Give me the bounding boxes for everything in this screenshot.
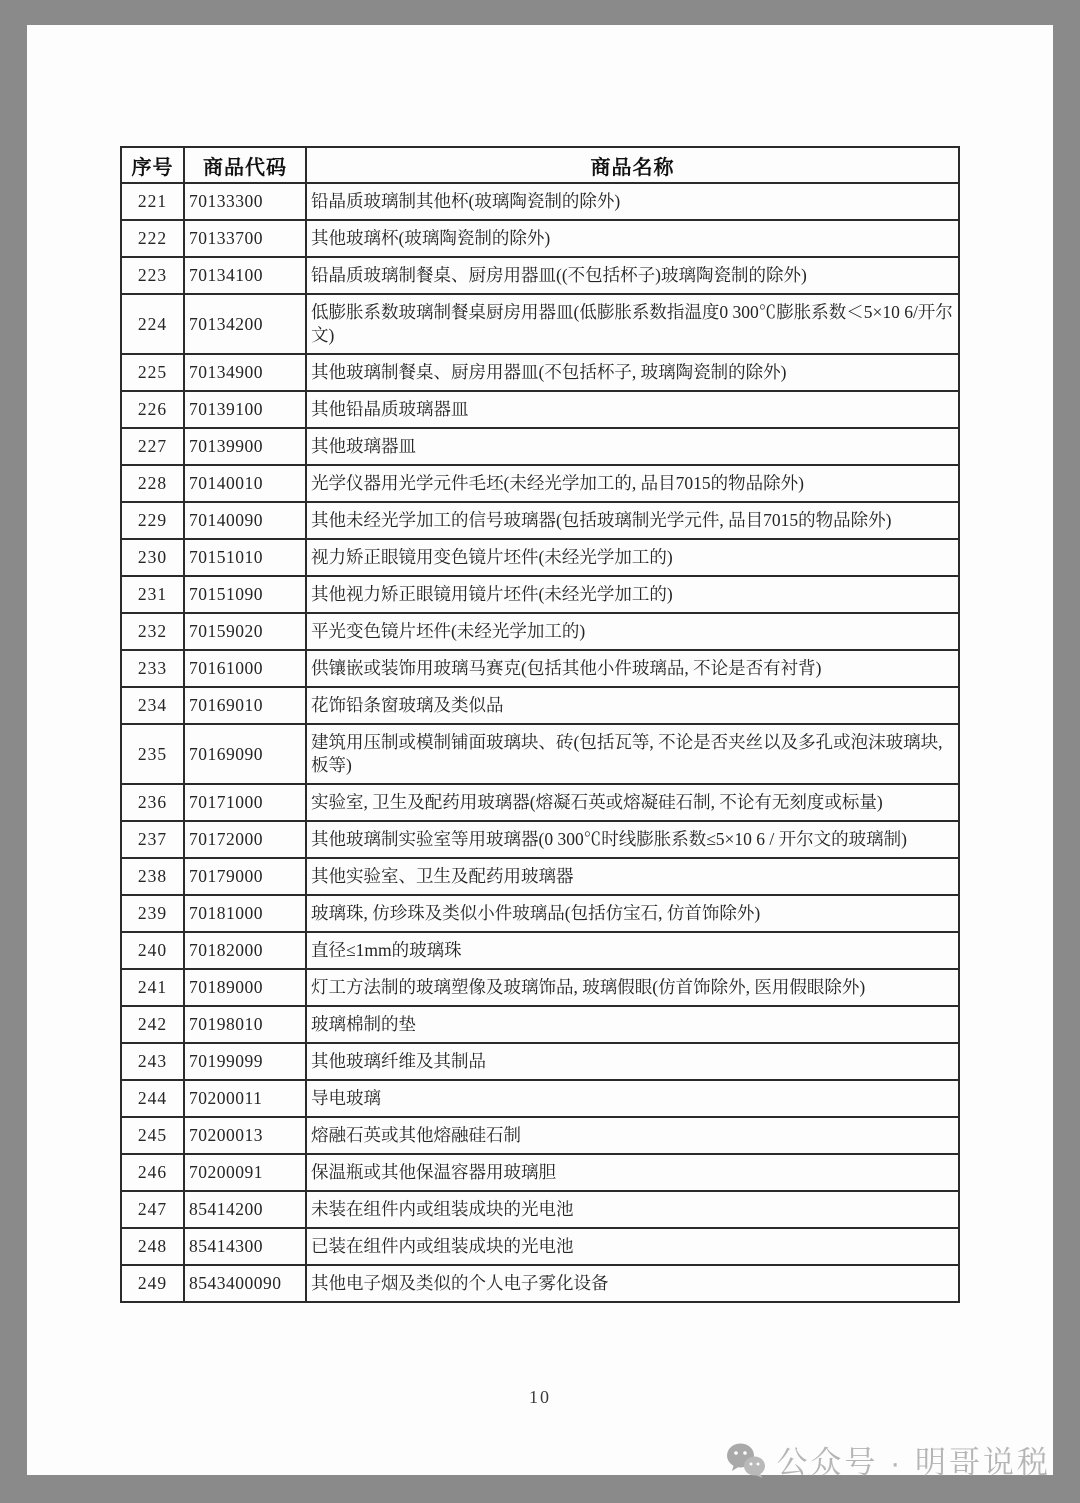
row-seq: 234 (121, 687, 184, 724)
row-seq: 246 (121, 1154, 184, 1191)
table-row (121, 895, 959, 932)
row-name: 平光变色镜片坯件(未经光学加工的) (306, 613, 959, 650)
row-code: 70151010 (184, 539, 306, 576)
row-name: 其他玻璃制实验室等用玻璃器(0 300℃时线膨胀系数≤5×10 6 / 开尔文的玻璃制) (306, 821, 959, 858)
row-name: 其他实验室、卫生及配药用玻璃器 (306, 858, 959, 895)
row-name: 建筑用压制或模制铺面玻璃块、砖(包括瓦等, 不论是否夹丝以及多孔或泡沫玻璃块, 板等) (306, 724, 959, 784)
table-row (121, 465, 959, 502)
row-name: 低膨胀系数玻璃制餐桌厨房用器皿(低膨胀系数指温度0 300℃膨胀系数＜5×10 6/开尔文) (306, 294, 959, 354)
row-name: 未装在组件内或组装成块的光电池 (306, 1191, 959, 1228)
row-code: 70182000 (184, 932, 306, 969)
commodity-table (120, 146, 960, 1303)
watermark (726, 1437, 1051, 1482)
row-code: 70133300 (184, 183, 306, 220)
table-header-row (121, 147, 959, 183)
row-name: 熔融石英或其他熔融硅石制 (306, 1117, 959, 1154)
row-code: 70151090 (184, 576, 306, 613)
row-seq: 230 (121, 539, 184, 576)
row-seq: 228 (121, 465, 184, 502)
table-header (121, 147, 959, 183)
row-name: 铅晶质玻璃制餐桌、厨房用器皿((不包括杯子)玻璃陶瓷制的除外) (306, 257, 959, 294)
row-seq: 240 (121, 932, 184, 969)
table-row (121, 576, 959, 613)
table-row (121, 1080, 959, 1117)
table-row (121, 1117, 959, 1154)
table-row (121, 724, 959, 784)
row-name: 其他玻璃纤维及其制品 (306, 1043, 959, 1080)
row-name: 其他未经光学加工的信号玻璃器(包括玻璃制光学元件, 品目7015的物品除外) (306, 502, 959, 539)
row-code: 70172000 (184, 821, 306, 858)
row-name: 保温瓶或其他保温容器用玻璃胆 (306, 1154, 959, 1191)
row-name: 玻璃珠, 仿珍珠及类似小件玻璃品(包括仿宝石, 仿首饰除外) (306, 895, 959, 932)
table-row (121, 1265, 959, 1302)
row-code: 70198010 (184, 1006, 306, 1043)
row-name: 玻璃棉制的垫 (306, 1006, 959, 1043)
row-code: 8543400090 (184, 1265, 306, 1302)
table-row (121, 1191, 959, 1228)
row-code: 70139100 (184, 391, 306, 428)
row-seq: 225 (121, 354, 184, 391)
table-row (121, 1006, 959, 1043)
page-number: 10 (529, 1387, 551, 1407)
commodity-table-container (120, 146, 958, 1303)
row-seq: 231 (121, 576, 184, 613)
table-row (121, 391, 959, 428)
table-row (121, 220, 959, 257)
row-seq: 237 (121, 821, 184, 858)
row-code: 70133700 (184, 220, 306, 257)
row-name: 其他视力矫正眼镜用镜片坯件(未经光学加工的) (306, 576, 959, 613)
row-seq: 227 (121, 428, 184, 465)
row-name: 灯工方法制的玻璃塑像及玻璃饰品, 玻璃假眼(仿首饰除外, 医用假眼除外) (306, 969, 959, 1006)
wechat-icon (726, 1442, 766, 1478)
row-code: 85414200 (184, 1191, 306, 1228)
header-name: 商品名称 (306, 147, 959, 183)
row-seq: 226 (121, 391, 184, 428)
row-seq: 233 (121, 650, 184, 687)
table-row (121, 257, 959, 294)
header-seq: 序号 (121, 147, 184, 183)
table-row (121, 354, 959, 391)
row-code: 70200013 (184, 1117, 306, 1154)
row-name: 光学仪器用光学元件毛坯(未经光学加工的, 品目7015的物品除外) (306, 465, 959, 502)
table-row (121, 183, 959, 220)
row-code: 70181000 (184, 895, 306, 932)
row-code: 70134200 (184, 294, 306, 354)
row-seq: 247 (121, 1191, 184, 1228)
row-seq: 229 (121, 502, 184, 539)
row-seq: 223 (121, 257, 184, 294)
row-seq: 224 (121, 294, 184, 354)
row-name: 其他玻璃杯(玻璃陶瓷制的除外) (306, 220, 959, 257)
table-row (121, 294, 959, 354)
row-name: 实验室, 卫生及配药用玻璃器(熔凝石英或熔凝硅石制, 不论有无刻度或标量) (306, 784, 959, 821)
table-row (121, 969, 959, 1006)
row-name: 导电玻璃 (306, 1080, 959, 1117)
row-code: 70179000 (184, 858, 306, 895)
row-seq: 248 (121, 1228, 184, 1265)
row-seq: 242 (121, 1006, 184, 1043)
header-code: 商品代码 (184, 147, 306, 183)
row-code: 70139900 (184, 428, 306, 465)
row-seq: 232 (121, 613, 184, 650)
row-name: 已装在组件内或组装成块的光电池 (306, 1228, 959, 1265)
table-row (121, 1154, 959, 1191)
row-code: 70140090 (184, 502, 306, 539)
row-name: 花饰铅条窗玻璃及类似品 (306, 687, 959, 724)
row-name: 其他玻璃制餐桌、厨房用器皿(不包括杯子, 玻璃陶瓷制的除外) (306, 354, 959, 391)
row-name: 铅晶质玻璃制其他杯(玻璃陶瓷制的除外) (306, 183, 959, 220)
row-code: 70189000 (184, 969, 306, 1006)
table-body (121, 183, 959, 1302)
row-code: 85414300 (184, 1228, 306, 1265)
table-row (121, 932, 959, 969)
row-code: 70169010 (184, 687, 306, 724)
table-row (121, 1228, 959, 1265)
row-code: 70200091 (184, 1154, 306, 1191)
row-seq: 243 (121, 1043, 184, 1080)
watermark-text: 公众号 · 明哥说税 (776, 1445, 1051, 1480)
table-row (121, 687, 959, 724)
row-seq: 235 (121, 724, 184, 784)
row-code: 70199099 (184, 1043, 306, 1080)
table-row (121, 821, 959, 858)
row-name: 直径≤1mm的玻璃珠 (306, 932, 959, 969)
row-seq: 241 (121, 969, 184, 1006)
table-row (121, 858, 959, 895)
table-row (121, 650, 959, 687)
row-seq: 236 (121, 784, 184, 821)
row-seq: 245 (121, 1117, 184, 1154)
row-code: 70159020 (184, 613, 306, 650)
row-code: 70200011 (184, 1080, 306, 1117)
table-row (121, 539, 959, 576)
table-row (121, 502, 959, 539)
row-seq: 222 (121, 220, 184, 257)
row-code: 70134900 (184, 354, 306, 391)
row-code: 70169090 (184, 724, 306, 784)
row-name: 其他铅晶质玻璃器皿 (306, 391, 959, 428)
row-code: 70134100 (184, 257, 306, 294)
row-name: 供镶嵌或装饰用玻璃马赛克(包括其他小件玻璃品, 不论是否有衬背) (306, 650, 959, 687)
row-code: 70171000 (184, 784, 306, 821)
row-name: 其他玻璃器皿 (306, 428, 959, 465)
row-name: 视力矫正眼镜用变色镜片坯件(未经光学加工的) (306, 539, 959, 576)
row-name: 其他电子烟及类似的个人电子雾化设备 (306, 1265, 959, 1302)
row-seq: 221 (121, 183, 184, 220)
table-row (121, 428, 959, 465)
table-row (121, 613, 959, 650)
row-code: 70161000 (184, 650, 306, 687)
row-seq: 238 (121, 858, 184, 895)
row-seq: 244 (121, 1080, 184, 1117)
row-seq: 239 (121, 895, 184, 932)
table-row (121, 1043, 959, 1080)
row-seq: 249 (121, 1265, 184, 1302)
row-code: 70140010 (184, 465, 306, 502)
table-row (121, 784, 959, 821)
document-page (27, 25, 1053, 1480)
